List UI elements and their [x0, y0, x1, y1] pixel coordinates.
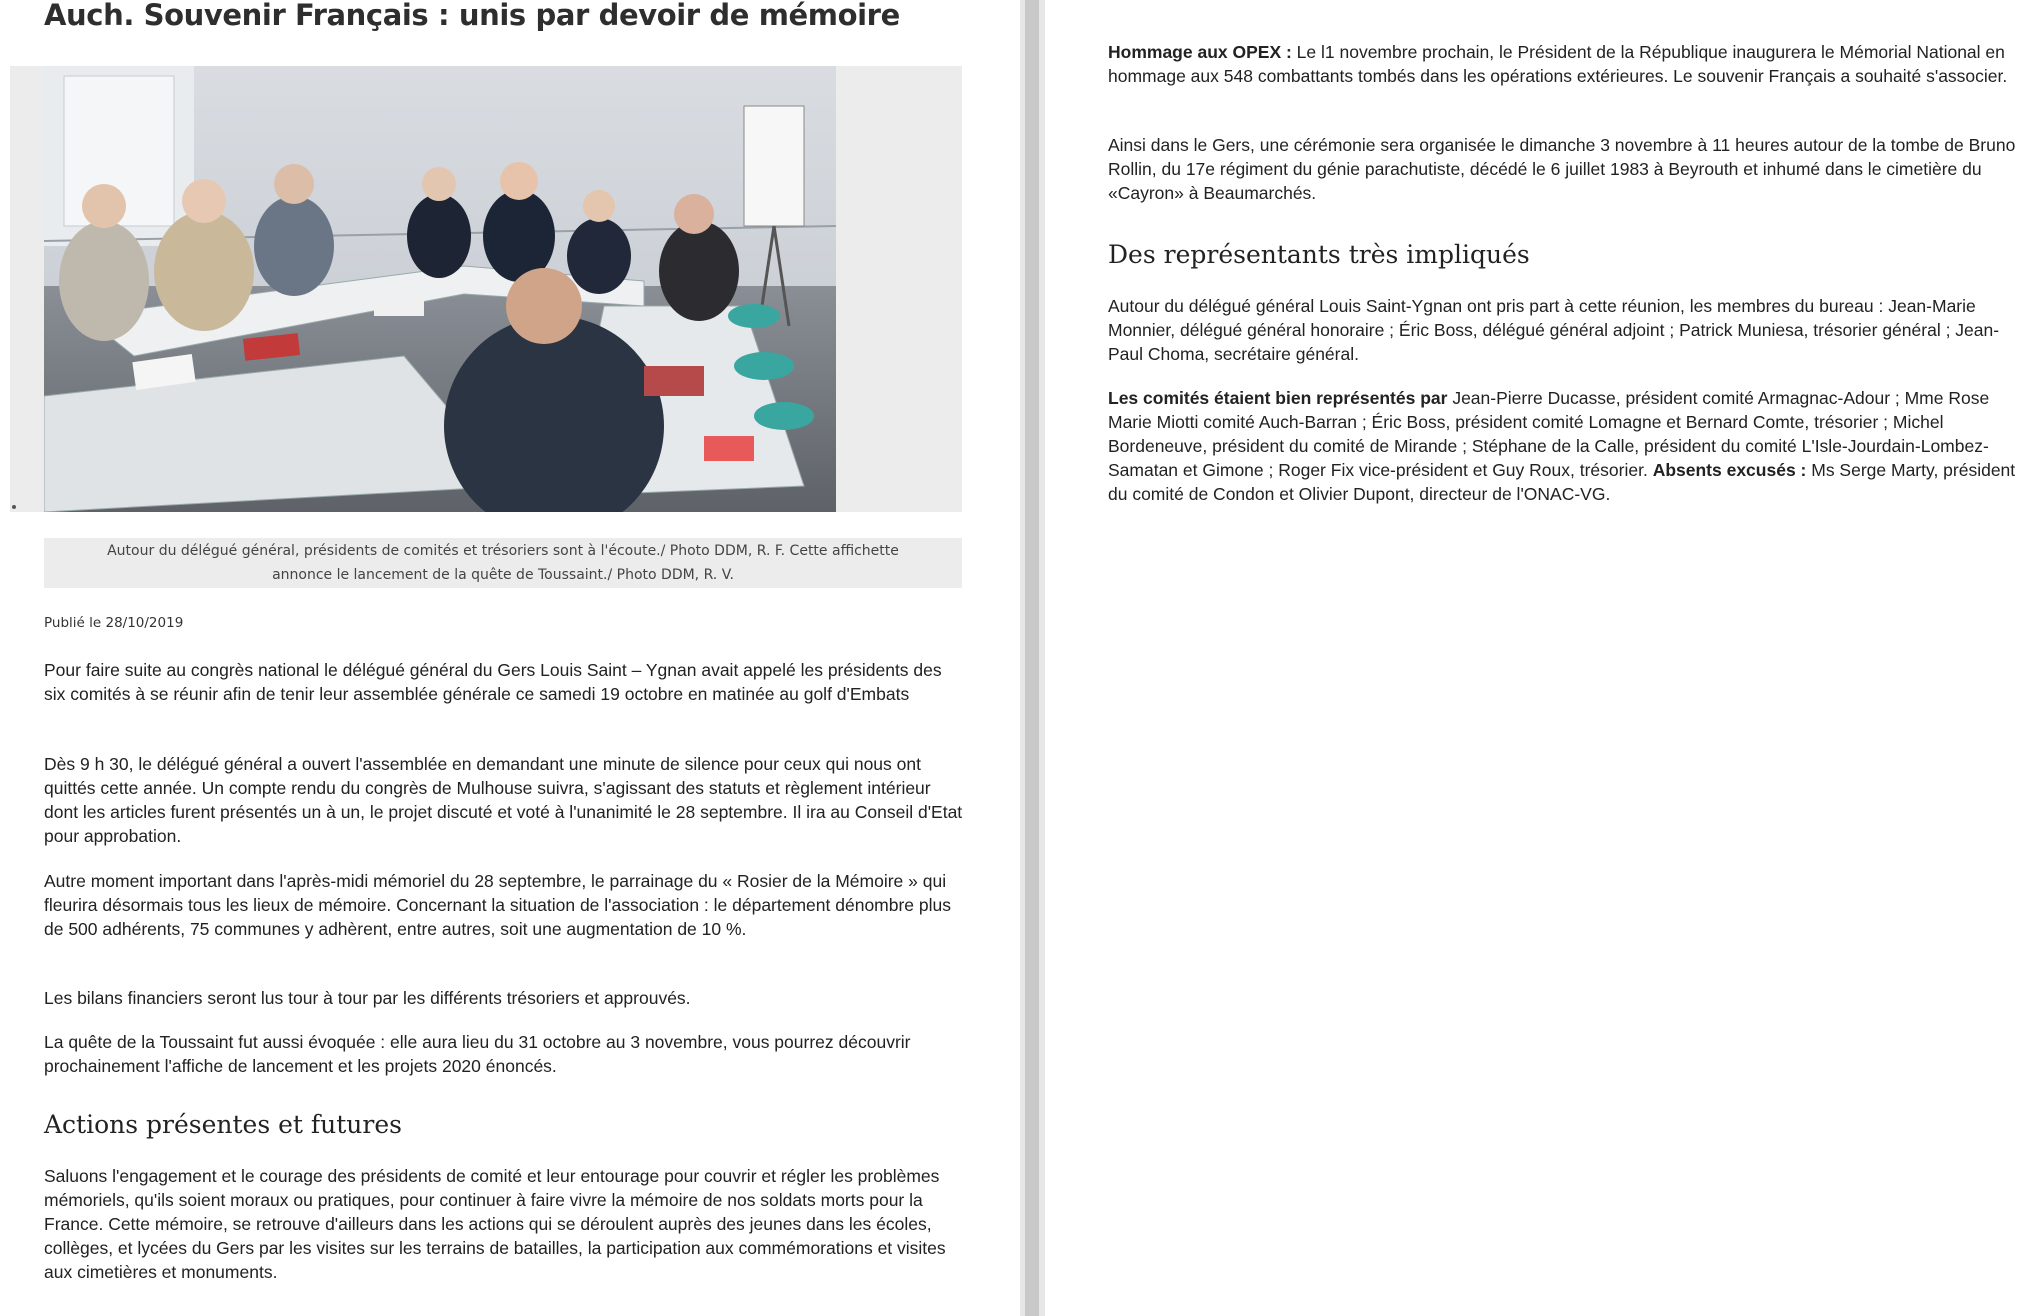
paragraph-representants: Autour du délégué général Louis Saint-Ygnan ont pris part à cette réunion, les membres du bureau : Jean-Marie Monnier, délégué général honoraire ; Éric Boss, délégué général adjoint ; Patrick Muniesa, trésorier général ; Jean-Paul Choma, secrétaire général. [1108, 296, 2000, 364]
paragraph-actions: Saluons l'engagement et le courage des présidents de comité et leur entourage pour couvrir et régler les problèmes mémoriels, qu'ils soient moraux ou pratiques, pour continuer à faire vivre la mémoire de nos soldats morts pour la France. Cette mémoire, se retrouve d'ailleurs dans les actions qui se déroulent auprès des jeunes dans les écoles, collèges, et lycées du Gers par les visites sur les terrains de batailles, la participation aux commémorations et visites aux cimetières et monuments. [44, 1166, 946, 1282]
article-title: Auch. Souvenir Français : unis par devoir de mémoire [44, 0, 900, 32]
paragraph-gers: Ainsi dans le Gers, une cérémonie sera organisée le dimanche 3 novembre à 11 heures autour de la tombe de Bruno Rollin, du 17e régiment du génie parachutiste, décédé le 6 juillet 1983 à Beyrouth et inhumé dans le cimetière du «Cayron» à Beaumarchés. [1108, 135, 2016, 203]
photo-caption [44, 538, 962, 588]
paragraph-memorial: Autre moment important dans l'après-midi mémoriel du 28 septembre, le parrainage du « Rosier de la Mémoire » qui fleurira désormais tous les lieux de mémoire. Concernant la situation de l'association : le département dénombre plus de 500 adhérents, 75 communes y adhèrent, entre autres, soit une augmentation de 10 %. [44, 871, 952, 939]
article-photo [44, 66, 836, 512]
caption-line-2: annonce le lancement de la quête de Toussaint./ Photo DDM, R. V. [272, 567, 734, 583]
scrollbar[interactable] [1025, 0, 1039, 1316]
paragraph-assembly: Dès 9 h 30, le délégué général a ouvert l'assemblée en demandant une minute de silence pour ceux qui nous ont quittés cette année. Un compte rendu du congrès de Mulhouse suivra, s'agissant des statuts et règlement intérieur dont les articles furent présentés un à un, le projet discuté et voté à l'unanimité le 28 septembre. Il ira au Conseil d'Etat pour approbation. [44, 754, 963, 846]
meeting-photo-illustration [44, 66, 836, 512]
paragraph-finances: Les bilans financiers seront lus tour à tour par les différents trésoriers et approuvés. [44, 988, 691, 1008]
subheading-representants: Des représentants très impliqués [1108, 240, 1530, 269]
paragraph-comites [1108, 386, 2026, 506]
comites-label: Les comités étaient bien représentés par [1108, 388, 1448, 408]
comites-text: Jean-Pierre Ducasse, président comité Armagnac-Adour ; Mme Rose Marie Miotti comité Auch-Barran ; Éric Boss, président comité Lomagne et Bernard Comte, trésorier ; Michel Bordeneuve, président du comité de Mirande ; Stéphane de la Calle, président du comité L'Isle-Jourdain-Lombez-Samatan et Gimone ; Roger Fix vice-président et Guy Roux, trésorier. [1108, 388, 1990, 480]
subheading-actions: Actions présentes et futures [44, 1110, 402, 1139]
paragraph-intro: Pour faire suite au congrès national le délégué général du Gers Louis Saint – Ygnan avait appelé les présidents des six comités à se réunir afin de tenir leur assemblée générale ce samedi 19 octobre en matinée au golf d'Embats [44, 660, 942, 704]
list-bullet [12, 505, 16, 509]
opex-label: Hommage aux OPEX : [1108, 42, 1292, 62]
absents-text: Ms Serge Marty, président du comité de Condon et Olivier Dupont, directeur de l'ONAC-VG. [1108, 460, 2016, 504]
publish-date: Publié le 28/10/2019 [44, 615, 184, 631]
paragraph-toussaint: La quête de la Toussaint fut aussi évoquée : elle aura lieu du 31 octobre au 3 novembre, vous pourrez découvrir prochainement l'affiche de lancement et les projets 2020 énoncés. [44, 1032, 911, 1076]
caption-line-1: Autour du délégué général, présidents de comités et trésoriers sont à l'écoute./ Photo DDM, R. F. Cette affichette [107, 543, 899, 559]
paragraph-opex [1108, 40, 2026, 88]
opex-text: Le l1 novembre prochain, le Président de la République inaugurera le Mémorial National en hommage aux 548 combattants tombés dans les opérations extérieures. Le souvenir Français a souhaité s'associer. [1108, 42, 2008, 86]
absents-label: Absents excusés : [1652, 460, 1807, 480]
